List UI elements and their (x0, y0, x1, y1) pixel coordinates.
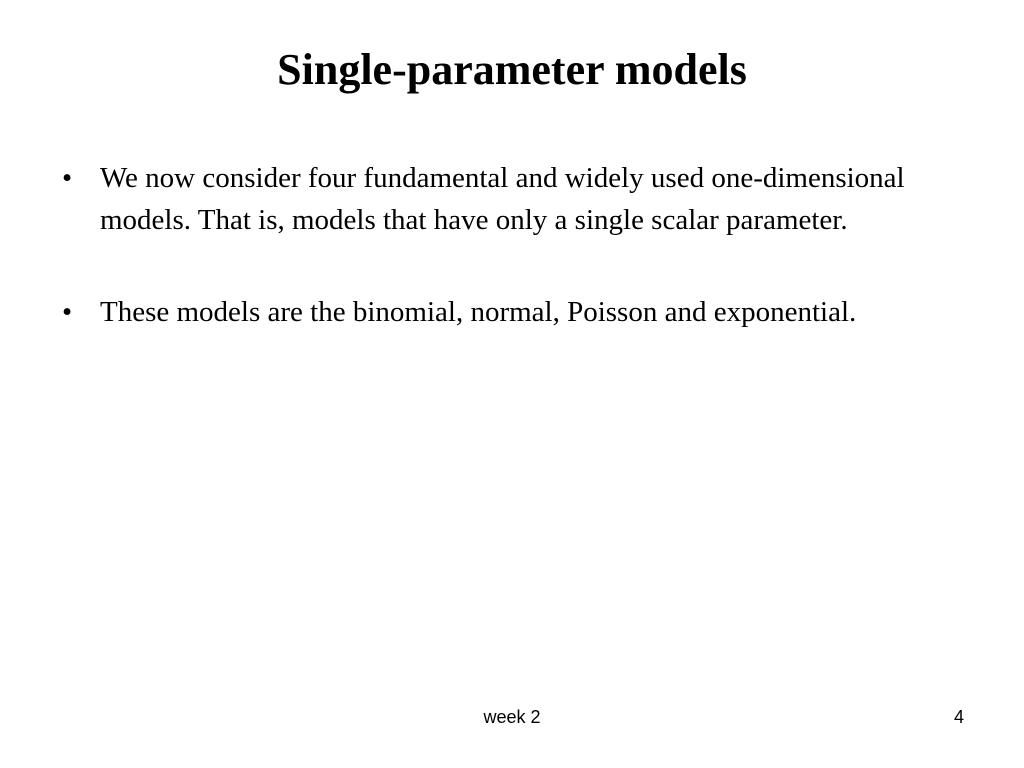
bullet-item (60, 157, 940, 241)
bullet-marker: • (62, 296, 73, 328)
bullet-item (60, 291, 940, 333)
footer-label: week 2 (483, 707, 541, 727)
bullet-marker: • (62, 162, 73, 194)
slide-title: Single-parameter models (277, 45, 747, 94)
bullet-text: We now consider four fundamental and widely used one-dimensional models. That is, models that have only a single scalar parameter. (100, 162, 905, 236)
bullet-text: These models are the binomial, normal, Poisson and exponential. (100, 296, 857, 328)
page-number: 4 (953, 707, 964, 727)
bullet-list (60, 157, 940, 383)
